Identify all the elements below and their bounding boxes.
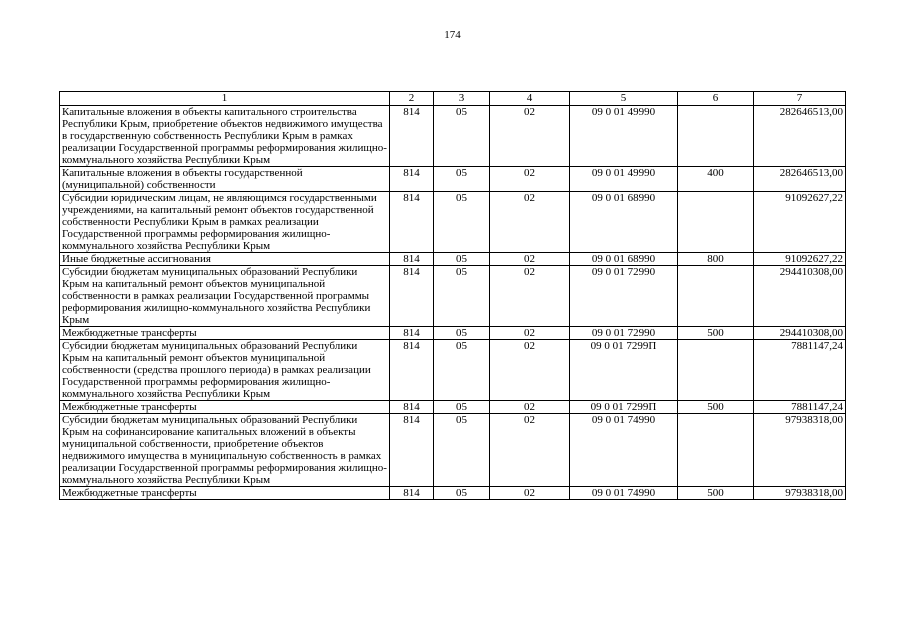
page-number: 174 <box>444 29 461 41</box>
column-header: 4 <box>490 92 570 106</box>
table-row <box>60 167 846 192</box>
chapter-code: 814 <box>390 253 434 266</box>
row-name: Субсидии юридическим лицам, не являющимся государственными учреждениями, на капитальный ремонт объектов государственной собственности Республики Крым в рамках реализации Государственной программы реформирования жилищно-коммунального хозяйства Республики Крым <box>60 192 390 253</box>
target-article-code: 09 0 01 74990 <box>570 487 678 500</box>
expense-type-code: 800 <box>678 253 754 266</box>
expense-type-code: 500 <box>678 401 754 414</box>
row-name: Межбюджетные трансферты <box>60 487 390 500</box>
section-code: 05 <box>434 487 490 500</box>
table-row <box>60 192 846 253</box>
table-row <box>60 340 846 401</box>
amount: 282646513,00 <box>754 167 846 192</box>
row-name: Иные бюджетные ассигнования <box>60 253 390 266</box>
row-name: Межбюджетные трансферты <box>60 401 390 414</box>
amount: 7881147,24 <box>754 340 846 401</box>
table-row <box>60 401 846 414</box>
column-header-row <box>60 92 846 106</box>
amount: 294410308,00 <box>754 327 846 340</box>
target-article-code: 09 0 01 68990 <box>570 253 678 266</box>
amount: 7881147,24 <box>754 401 846 414</box>
target-article-code: 09 0 01 68990 <box>570 192 678 253</box>
section-code: 05 <box>434 401 490 414</box>
expense-type-code: 500 <box>678 487 754 500</box>
amount: 91092627,22 <box>754 192 846 253</box>
amount: 97938318,00 <box>754 487 846 500</box>
expense-type-code: 400 <box>678 167 754 192</box>
column-header: 2 <box>390 92 434 106</box>
target-article-code: 09 0 01 49990 <box>570 167 678 192</box>
row-name: Субсидии бюджетам муниципальных образований Республики Крым на капитальный ремонт объектов муниципальной собственности в рамках реализации Государственной программы реформирования жилищно-коммунального хозяйства Республики Крым <box>60 266 390 327</box>
expense-type-code <box>678 266 754 327</box>
target-article-code: 09 0 01 49990 <box>570 106 678 167</box>
subsection-code: 02 <box>490 253 570 266</box>
table-row <box>60 414 846 487</box>
column-header: 1 <box>60 92 390 106</box>
row-name: Капитальные вложения в объекты государственной (муниципальной) собственности <box>60 167 390 192</box>
row-name: Межбюджетные трансферты <box>60 327 390 340</box>
target-article-code: 09 0 01 72990 <box>570 266 678 327</box>
chapter-code: 814 <box>390 327 434 340</box>
column-header: 3 <box>434 92 490 106</box>
subsection-code: 02 <box>490 340 570 401</box>
budget-table <box>59 91 846 500</box>
target-article-code: 09 0 01 72990 <box>570 327 678 340</box>
subsection-code: 02 <box>490 167 570 192</box>
expense-type-code: 500 <box>678 327 754 340</box>
chapter-code: 814 <box>390 106 434 167</box>
amount: 282646513,00 <box>754 106 846 167</box>
chapter-code: 814 <box>390 401 434 414</box>
expense-type-code <box>678 340 754 401</box>
table-row <box>60 327 846 340</box>
chapter-code: 814 <box>390 414 434 487</box>
section-code: 05 <box>434 253 490 266</box>
expense-type-code <box>678 192 754 253</box>
section-code: 05 <box>434 167 490 192</box>
chapter-code: 814 <box>390 487 434 500</box>
chapter-code: 814 <box>390 167 434 192</box>
section-code: 05 <box>434 192 490 253</box>
chapter-code: 814 <box>390 192 434 253</box>
subsection-code: 02 <box>490 414 570 487</box>
row-name: Субсидии бюджетам муниципальных образований Республики Крым на софинансирование капитальных вложений в объекты муниципальной собственности, приобретение объектов недвижимого имущества в муниципальную собственность в рамках реализации Государственной программы реформирования жилищно-коммунального хозяйства Республики Крым <box>60 414 390 487</box>
section-code: 05 <box>434 414 490 487</box>
subsection-code: 02 <box>490 192 570 253</box>
table-row <box>60 253 846 266</box>
table-row <box>60 106 846 167</box>
section-code: 05 <box>434 106 490 167</box>
row-name: Капитальные вложения в объекты капитального строительства Республики Крым, приобретение объектов недвижимого имущества в государственную собственность Республики Крым в рамках реализации Государственной программы реформирования жилищно-коммунального хозяйства Республики Крым <box>60 106 390 167</box>
subsection-code: 02 <box>490 106 570 167</box>
chapter-code: 814 <box>390 340 434 401</box>
expense-type-code <box>678 414 754 487</box>
section-code: 05 <box>434 266 490 327</box>
amount: 294410308,00 <box>754 266 846 327</box>
section-code: 05 <box>434 340 490 401</box>
expense-type-code <box>678 106 754 167</box>
section-code: 05 <box>434 327 490 340</box>
row-name: Субсидии бюджетам муниципальных образований Республики Крым на капитальный ремонт объектов муниципальной собственности (средства прошлого периода) в рамках реализации Государственной программы реформирования жилищно-коммунального хозяйства Республики Крым <box>60 340 390 401</box>
target-article-code: 09 0 01 7299П <box>570 401 678 414</box>
subsection-code: 02 <box>490 327 570 340</box>
subsection-code: 02 <box>490 401 570 414</box>
amount: 91092627,22 <box>754 253 846 266</box>
chapter-code: 814 <box>390 266 434 327</box>
subsection-code: 02 <box>490 487 570 500</box>
table-row <box>60 266 846 327</box>
target-article-code: 09 0 01 7299П <box>570 340 678 401</box>
column-header: 5 <box>570 92 678 106</box>
amount: 97938318,00 <box>754 414 846 487</box>
subsection-code: 02 <box>490 266 570 327</box>
column-header: 7 <box>754 92 846 106</box>
table-row <box>60 487 846 500</box>
column-header: 6 <box>678 92 754 106</box>
target-article-code: 09 0 01 74990 <box>570 414 678 487</box>
